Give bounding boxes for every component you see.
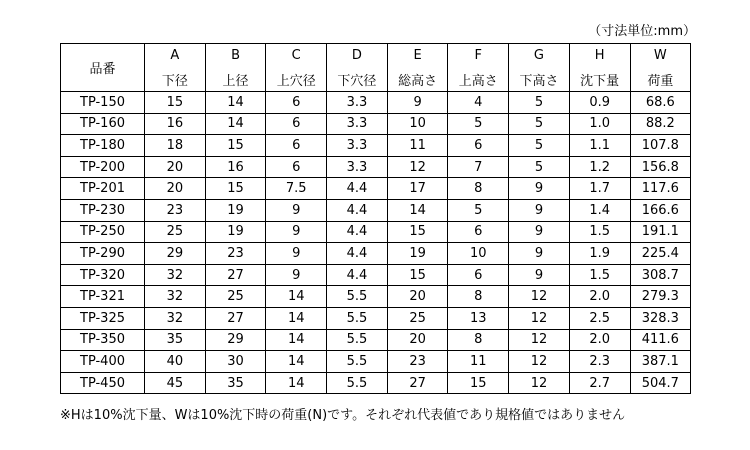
value-cell: 6 <box>266 92 327 114</box>
value-cell: 9 <box>266 199 327 221</box>
table-row <box>61 351 691 373</box>
value-cell: 16 <box>145 113 206 135</box>
value-cell: 25 <box>205 286 266 308</box>
value-cell: 5.5 <box>327 351 388 373</box>
value-cell: 1.4 <box>569 199 630 221</box>
col-name: 上高さ <box>448 68 509 92</box>
table-row <box>61 113 691 135</box>
value-cell: 5 <box>509 156 570 178</box>
value-cell: 12 <box>387 156 448 178</box>
value-cell: 32 <box>145 286 206 308</box>
product-code-cell: TP-321 <box>61 286 145 308</box>
table-row <box>61 243 691 265</box>
col-name: 荷重 <box>630 68 691 92</box>
value-cell: 14 <box>266 351 327 373</box>
value-cell: 14 <box>205 113 266 135</box>
table-row <box>61 286 691 308</box>
value-cell: 29 <box>145 243 206 265</box>
col-letter: D <box>327 44 388 68</box>
value-cell: 14 <box>205 92 266 114</box>
product-code-cell: TP-230 <box>61 199 145 221</box>
value-cell: 2.7 <box>569 372 630 394</box>
product-code-cell: TP-290 <box>61 243 145 265</box>
value-cell: 3.3 <box>327 92 388 114</box>
value-cell: 5.5 <box>327 307 388 329</box>
value-cell: 2.3 <box>569 351 630 373</box>
col-name: 沈下量 <box>569 68 630 92</box>
value-cell: 1.9 <box>569 243 630 265</box>
value-cell: 15 <box>387 221 448 243</box>
value-cell: 411.6 <box>630 329 691 351</box>
table-header <box>61 44 691 92</box>
value-cell: 14 <box>266 329 327 351</box>
value-cell: 166.6 <box>630 199 691 221</box>
value-cell: 5 <box>509 135 570 157</box>
value-cell: 17 <box>387 178 448 200</box>
value-cell: 1.5 <box>569 221 630 243</box>
value-cell: 23 <box>145 199 206 221</box>
value-cell: 9 <box>509 264 570 286</box>
value-cell: 19 <box>205 221 266 243</box>
value-cell: 23 <box>387 351 448 373</box>
value-cell: 45 <box>145 372 206 394</box>
value-cell: 0.9 <box>569 92 630 114</box>
value-cell: 3.3 <box>327 135 388 157</box>
value-cell: 20 <box>387 286 448 308</box>
value-cell: 12 <box>509 372 570 394</box>
value-cell: 504.7 <box>630 372 691 394</box>
header-name-row <box>61 68 691 92</box>
value-cell: 2.0 <box>569 286 630 308</box>
value-cell: 5 <box>509 92 570 114</box>
value-cell: 9 <box>266 221 327 243</box>
value-cell: 10 <box>387 113 448 135</box>
value-cell: 13 <box>448 307 509 329</box>
col-letter: H <box>569 44 630 68</box>
col-name: 下穴径 <box>327 68 388 92</box>
value-cell: 117.6 <box>630 178 691 200</box>
product-code-cell: TP-200 <box>61 156 145 178</box>
col-letter: E <box>387 44 448 68</box>
table-row <box>61 307 691 329</box>
value-cell: 8 <box>448 178 509 200</box>
value-cell: 32 <box>145 307 206 329</box>
value-cell: 328.3 <box>630 307 691 329</box>
value-cell: 3.3 <box>327 156 388 178</box>
value-cell: 6 <box>448 264 509 286</box>
value-cell: 156.8 <box>630 156 691 178</box>
value-cell: 4.4 <box>327 178 388 200</box>
value-cell: 11 <box>448 351 509 373</box>
value-cell: 9 <box>266 264 327 286</box>
value-cell: 9 <box>509 199 570 221</box>
table-row <box>61 329 691 351</box>
value-cell: 1.1 <box>569 135 630 157</box>
value-cell: 8 <box>448 286 509 308</box>
product-code-cell: TP-400 <box>61 351 145 373</box>
value-cell: 1.2 <box>569 156 630 178</box>
table-body <box>61 92 691 394</box>
value-cell: 23 <box>205 243 266 265</box>
value-cell: 25 <box>145 221 206 243</box>
value-cell: 20 <box>387 329 448 351</box>
unit-note: （寸法単位:mm） <box>588 24 696 39</box>
value-cell: 4.4 <box>327 199 388 221</box>
col-name: 総高さ <box>387 68 448 92</box>
value-cell: 10 <box>448 243 509 265</box>
product-code-cell: TP-450 <box>61 372 145 394</box>
col-letter: B <box>205 44 266 68</box>
product-code-cell: TP-160 <box>61 113 145 135</box>
col-letter: G <box>509 44 570 68</box>
value-cell: 14 <box>266 286 327 308</box>
value-cell: 29 <box>205 329 266 351</box>
value-cell: 9 <box>509 221 570 243</box>
value-cell: 191.1 <box>630 221 691 243</box>
value-cell: 107.8 <box>630 135 691 157</box>
value-cell: 5.5 <box>327 372 388 394</box>
value-cell: 4 <box>448 92 509 114</box>
value-cell: 5.5 <box>327 329 388 351</box>
value-cell: 15 <box>387 264 448 286</box>
value-cell: 6 <box>266 156 327 178</box>
value-cell: 2.0 <box>569 329 630 351</box>
table-row <box>61 178 691 200</box>
value-cell: 3.3 <box>327 113 388 135</box>
product-code-cell: TP-350 <box>61 329 145 351</box>
value-cell: 35 <box>145 329 206 351</box>
value-cell: 12 <box>509 307 570 329</box>
col-letter: A <box>145 44 206 68</box>
spec-table <box>60 43 691 394</box>
table-row <box>61 221 691 243</box>
value-cell: 12 <box>509 286 570 308</box>
value-cell: 9 <box>509 178 570 200</box>
value-cell: 15 <box>448 372 509 394</box>
value-cell: 225.4 <box>630 243 691 265</box>
value-cell: 9 <box>387 92 448 114</box>
value-cell: 27 <box>387 372 448 394</box>
table-row <box>61 135 691 157</box>
product-code-cell: TP-201 <box>61 178 145 200</box>
value-cell: 27 <box>205 264 266 286</box>
table-row <box>61 156 691 178</box>
product-code-cell: TP-320 <box>61 264 145 286</box>
value-cell: 4.4 <box>327 264 388 286</box>
value-cell: 7.5 <box>266 178 327 200</box>
header-letter-row <box>61 44 691 68</box>
value-cell: 40 <box>145 351 206 373</box>
value-cell: 1.7 <box>569 178 630 200</box>
value-cell: 4.4 <box>327 221 388 243</box>
value-cell: 12 <box>509 329 570 351</box>
value-cell: 15 <box>205 135 266 157</box>
value-cell: 14 <box>266 372 327 394</box>
table-row <box>61 199 691 221</box>
value-cell: 5 <box>509 113 570 135</box>
value-cell: 15 <box>205 178 266 200</box>
col-name: 下高さ <box>509 68 570 92</box>
value-cell: 30 <box>205 351 266 373</box>
value-cell: 18 <box>145 135 206 157</box>
value-cell: 6 <box>448 221 509 243</box>
value-cell: 20 <box>145 178 206 200</box>
value-cell: 2.5 <box>569 307 630 329</box>
col-letter: F <box>448 44 509 68</box>
value-cell: 35 <box>205 372 266 394</box>
value-cell: 7 <box>448 156 509 178</box>
value-cell: 6 <box>266 113 327 135</box>
value-cell: 6 <box>448 135 509 157</box>
value-cell: 19 <box>387 243 448 265</box>
value-cell: 387.1 <box>630 351 691 373</box>
value-cell: 20 <box>145 156 206 178</box>
col-name: 下径 <box>145 68 206 92</box>
product-code-cell: TP-325 <box>61 307 145 329</box>
value-cell: 25 <box>387 307 448 329</box>
value-cell: 15 <box>145 92 206 114</box>
col-name: 上穴径 <box>266 68 327 92</box>
value-cell: 14 <box>266 307 327 329</box>
value-cell: 27 <box>205 307 266 329</box>
value-cell: 88.2 <box>630 113 691 135</box>
value-cell: 6 <box>266 135 327 157</box>
value-cell: 5 <box>448 113 509 135</box>
value-cell: 32 <box>145 264 206 286</box>
code-header: 品番 <box>61 44 145 92</box>
product-code-cell: TP-250 <box>61 221 145 243</box>
product-code-cell: TP-180 <box>61 135 145 157</box>
value-cell: 279.3 <box>630 286 691 308</box>
product-code-cell: TP-150 <box>61 92 145 114</box>
value-cell: 11 <box>387 135 448 157</box>
value-cell: 68.6 <box>630 92 691 114</box>
value-cell: 9 <box>509 243 570 265</box>
value-cell: 308.7 <box>630 264 691 286</box>
value-cell: 1.0 <box>569 113 630 135</box>
table-row <box>61 264 691 286</box>
value-cell: 16 <box>205 156 266 178</box>
value-cell: 8 <box>448 329 509 351</box>
col-name: 上径 <box>205 68 266 92</box>
value-cell: 9 <box>266 243 327 265</box>
value-cell: 12 <box>509 351 570 373</box>
table-row <box>61 92 691 114</box>
table-row <box>61 372 691 394</box>
footnote: ※Hは10%沈下量、Wは10%沈下時の荷重(N)です。それぞれ代表値であり規格値ではありません <box>60 408 626 423</box>
col-letter: W <box>630 44 691 68</box>
value-cell: 14 <box>387 199 448 221</box>
col-letter: C <box>266 44 327 68</box>
value-cell: 5.5 <box>327 286 388 308</box>
value-cell: 1.5 <box>569 264 630 286</box>
value-cell: 4.4 <box>327 243 388 265</box>
value-cell: 5 <box>448 199 509 221</box>
value-cell: 19 <box>205 199 266 221</box>
